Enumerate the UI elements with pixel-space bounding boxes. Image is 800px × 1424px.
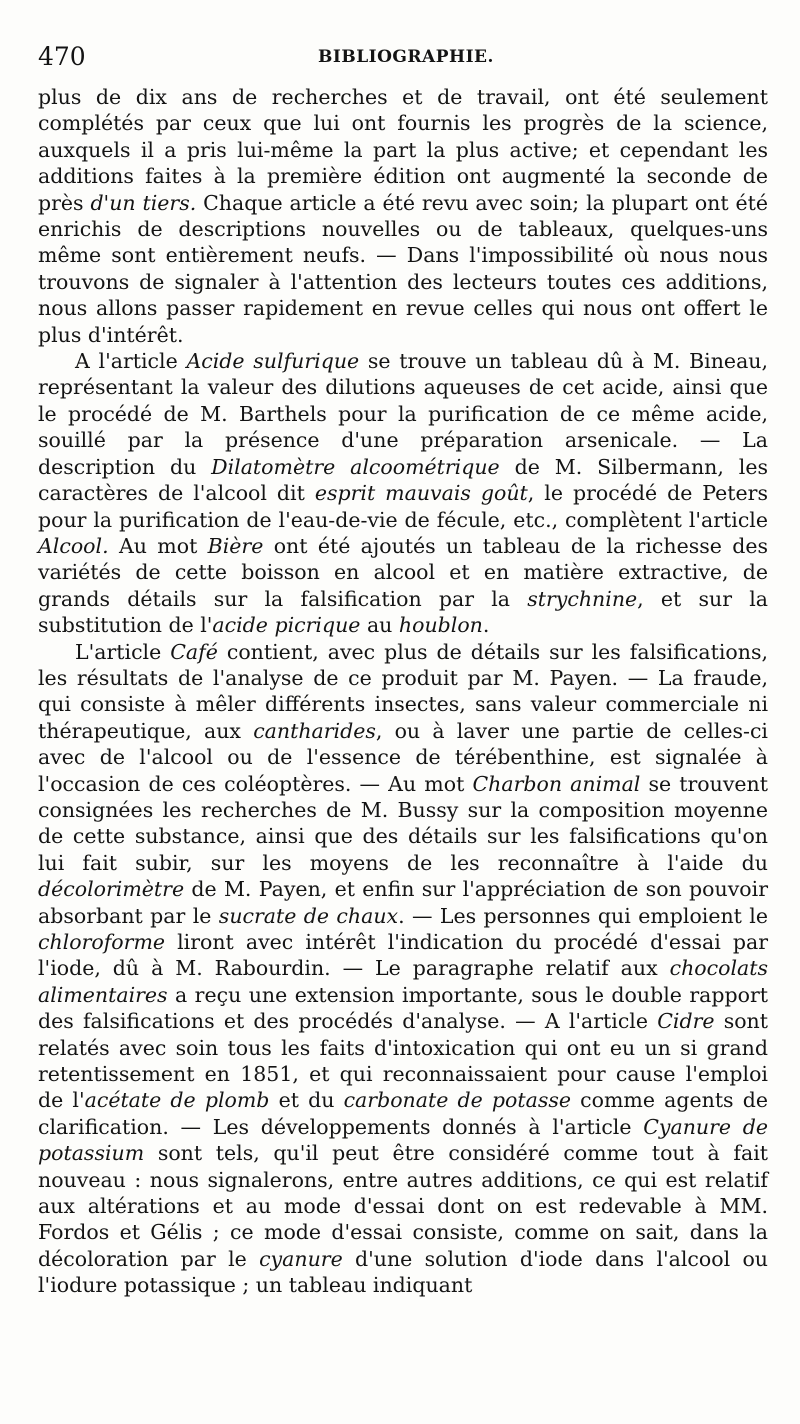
italic-run: sucrate de chaux: [218, 903, 399, 928]
text-run: contient, avec plus de détails sur les falsifications, les résultats de l'analyse de ce produit par M. Payen. — La fraude, qui consiste à mêler différents insectes, sans valeur commerciale ni thérapeutique, aux: [38, 639, 768, 743]
italic-run: chloroforme: [38, 930, 166, 954]
italic-run: Dilatomètre alcoométrique: [211, 454, 500, 479]
paragraph-3: [38, 639, 768, 1299]
italic-run: d'un tiers.: [90, 190, 197, 215]
paragraph-1: [38, 84, 768, 348]
running-title: BIBLIOGRAPHIE.: [318, 47, 494, 67]
text-run: se trouve un tableau dû à M. Bineau, représentant la valeur des dilutions aqueuses de cet acide, ainsi que le procédé de M. Barthels pour la purification de ce même acide, souillé par la présence d'une préparation arsenicale. — La description du: [38, 349, 769, 479]
italic-run: acétate de plomb: [84, 1088, 270, 1113]
italic-run: carbonate de potasse: [343, 1088, 571, 1113]
italic-run: Charbon animal: [472, 771, 641, 796]
text-run: sont tels, qu'il peut être considéré comme tout à fait nouveau : nous signalerons, entre autres additions, ce qui est relatif aux altérations et au mode d'essai dont on est redevable à MM. Fordos et Gélis ; ce mode d'essai consiste, comme on sait, dans la décoloration par le: [38, 1141, 768, 1271]
text-run: ont été ajoutés un tableau de la richesse des variétés de cette boisson en alcool et en matière extractive, de grands détails sur la falsification par la: [38, 533, 768, 611]
italic-run: cyanure: [259, 1246, 343, 1271]
text-run: de M. Silbermann, les caractères de l'alcool dit: [38, 454, 768, 506]
body-text: [38, 84, 768, 1299]
text-run: L'article: [75, 639, 171, 664]
italic-run: Bière: [207, 533, 264, 558]
italic-run: Acide sulfurique: [186, 349, 360, 374]
italic-run: Cidre: [657, 1009, 715, 1034]
text-run: . — Les personnes qui emploient le: [398, 903, 768, 928]
text-run: de M. Payen, et enfin sur l'appréciation de son pouvoir absorbant par le: [38, 877, 768, 928]
text-run: se trouvent consignées les recherches de M. Bussy sur la composition moyenne de cette substance, ainsi que des détails sur les falsifications qu'on lui fait subir, sur les moyens de les reconnaître à l'aide du: [38, 771, 768, 875]
text-run: sont relatés avec soin tous les faits d'intoxication qui ont eu un si grand retentissement en 1851, et qui reconnaissaient pour cause l'emploi de l': [38, 1009, 768, 1113]
text-run: , et sur la substitution de l': [38, 586, 768, 638]
text-run: .: [482, 613, 490, 638]
paragraph-2: [38, 348, 768, 638]
italic-run: Café: [170, 639, 218, 664]
italic-run: strychnine: [527, 586, 638, 611]
text-run: comme agents de clarification. — Les développements donnés à l'article: [38, 1088, 768, 1139]
text-run: au: [360, 613, 399, 638]
text-run: , ou à laver une partie de celles-ci avec de l'alcool ou de l'essence de térébenthine, est signalée à l'occasion de ces coléoptères. — Au mot: [38, 718, 768, 796]
running-head: [38, 34, 768, 84]
text-run: plus de dix ans de recherches et de travail, ont été seulement complétés par ceux que lui ont fournis les progrès de la science, auxquels il a pris lui-même la part la plus active; et cependant les additions faites à la première édition ont augmenté la seconde de près: [38, 85, 768, 215]
page: [38, 34, 768, 1299]
italic-run: Alcool.: [38, 533, 109, 558]
italic-run: cantharides: [253, 718, 376, 743]
text-run: Au mot: [108, 533, 208, 558]
text-run: liront avec intérêt l'indication du procédé d'essai par l'iode, dû à M. Rabourdin. — Le paragraphe relatif aux: [38, 930, 768, 981]
text-run: , le procédé de Peters pour la purification de l'eau-de-vie de fécule, etc., complètent l'article: [38, 481, 768, 532]
italic-run: houblon: [398, 613, 483, 638]
italic-run: chocolats alimentaires: [38, 956, 768, 1007]
italic-run: décolorimètre: [38, 877, 185, 902]
page-number: 470: [38, 42, 86, 71]
text-run: et du: [269, 1088, 344, 1113]
text-run: a reçu une extension importante, sous le double rapport des falsifications et des procédés d'analyse. — A l'article: [38, 982, 768, 1034]
text-run: A l'article: [75, 349, 187, 374]
italic-run: Cyanure de potassium: [38, 1114, 768, 1166]
italic-run: esprit mauvais goût: [314, 481, 528, 506]
text-run: Chaque article a été revu avec soin; la plupart ont été enrichis de descriptions nouvelles ou de tableaux, quelques-uns même sont entièrement neufs. — Dans l'impossibilité où nous nous trouvons de signaler à l'attention des lecteurs toutes ces additions, nous allons passer rapidement en revue celles qui nous ont offert le plus d'intérêt.: [38, 190, 768, 347]
italic-run: acide picrique: [212, 613, 361, 638]
text-run: d'une solution d'iode dans l'alcool ou l'iodure potassique ; un tableau indiquant: [38, 1246, 768, 1298]
